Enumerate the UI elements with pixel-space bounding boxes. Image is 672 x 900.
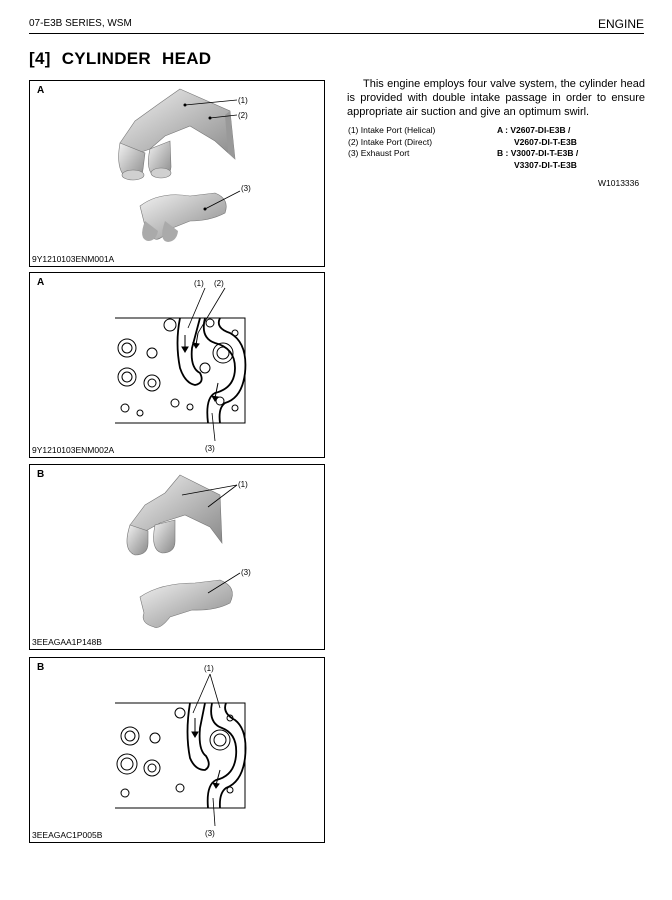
figure-code: 3EEAGAA1P148B	[32, 637, 102, 647]
exhaust-port-casting	[140, 580, 232, 628]
figure-letter: B	[37, 469, 45, 480]
model-a-name1: V2607-DI-E3B /	[510, 125, 571, 135]
ports-3d-illustration	[30, 81, 326, 268]
figure-code: 3EEAGAC1P005B	[32, 830, 103, 840]
callout-3: (3)	[205, 829, 215, 838]
legend	[348, 125, 435, 160]
model-a-name2: V2607-DI-T-E3B	[514, 136, 577, 147]
figure-code: 9Y1210103ENM002A	[32, 445, 115, 455]
intro-paragraph: This engine employs four valve system, the cylinder head is provided with double intake passage in order to ensure appropriate air suction and give an optimum swirl.	[347, 78, 645, 118]
model-b-name1: V3007-DI-T-E3B /	[510, 148, 579, 159]
callout-1: (1)	[238, 96, 248, 105]
figure-letter: A	[37, 85, 45, 96]
head-outline	[115, 703, 245, 808]
intro-text	[347, 77, 645, 119]
port-passages	[188, 703, 246, 808]
model-a-line1	[497, 125, 578, 137]
header-section: ENGINE	[597, 17, 644, 31]
section-title: [4] CYLINDER HEAD	[29, 49, 212, 68]
header-series: 07-E3B SERIES, WSM	[29, 18, 132, 29]
figure-letter: A	[37, 277, 45, 288]
figure-b-section	[29, 657, 325, 843]
model-b-line1	[497, 148, 578, 160]
legend-item: (3) Exhaust Port	[348, 148, 410, 159]
callout-3: (3)	[205, 444, 215, 453]
exhaust-port-casting	[140, 193, 226, 242]
flow-arrows	[192, 718, 220, 788]
model-a-label: A :	[497, 125, 509, 135]
figure-a-section	[29, 272, 325, 458]
legend-item: (1) Intake Port (Helical)	[348, 125, 436, 135]
model-b-label: B :	[497, 148, 509, 159]
callout-2: (2)	[214, 279, 224, 288]
figure-b-ports-3d	[29, 464, 325, 650]
callout-1: (1)	[194, 279, 204, 288]
legend-item: (2) Intake Port (Direct)	[348, 136, 433, 147]
callout-lines	[193, 674, 220, 826]
doc-code: W1013336	[598, 178, 640, 188]
figure-letter: B	[37, 662, 45, 673]
callout-3: (3)	[241, 568, 251, 577]
figure-a-ports-3d	[29, 80, 325, 267]
callout-2: (2)	[238, 111, 248, 120]
head-section-illustration	[30, 658, 326, 844]
callout-1: (1)	[238, 480, 248, 489]
ports-3d-illustration	[30, 465, 326, 651]
intake-port-casting	[119, 89, 235, 180]
model-list	[497, 125, 578, 171]
intake-port-casting	[127, 475, 222, 555]
callout-1: (1)	[204, 664, 214, 673]
header-rule	[29, 33, 644, 34]
port-passages	[178, 318, 246, 423]
figure-code: 9Y1210103ENM001A	[32, 254, 115, 264]
head-section-illustration	[30, 273, 326, 459]
callout-3: (3)	[241, 184, 251, 193]
model-b-name2: V3307-DI-T-E3B	[514, 159, 577, 170]
